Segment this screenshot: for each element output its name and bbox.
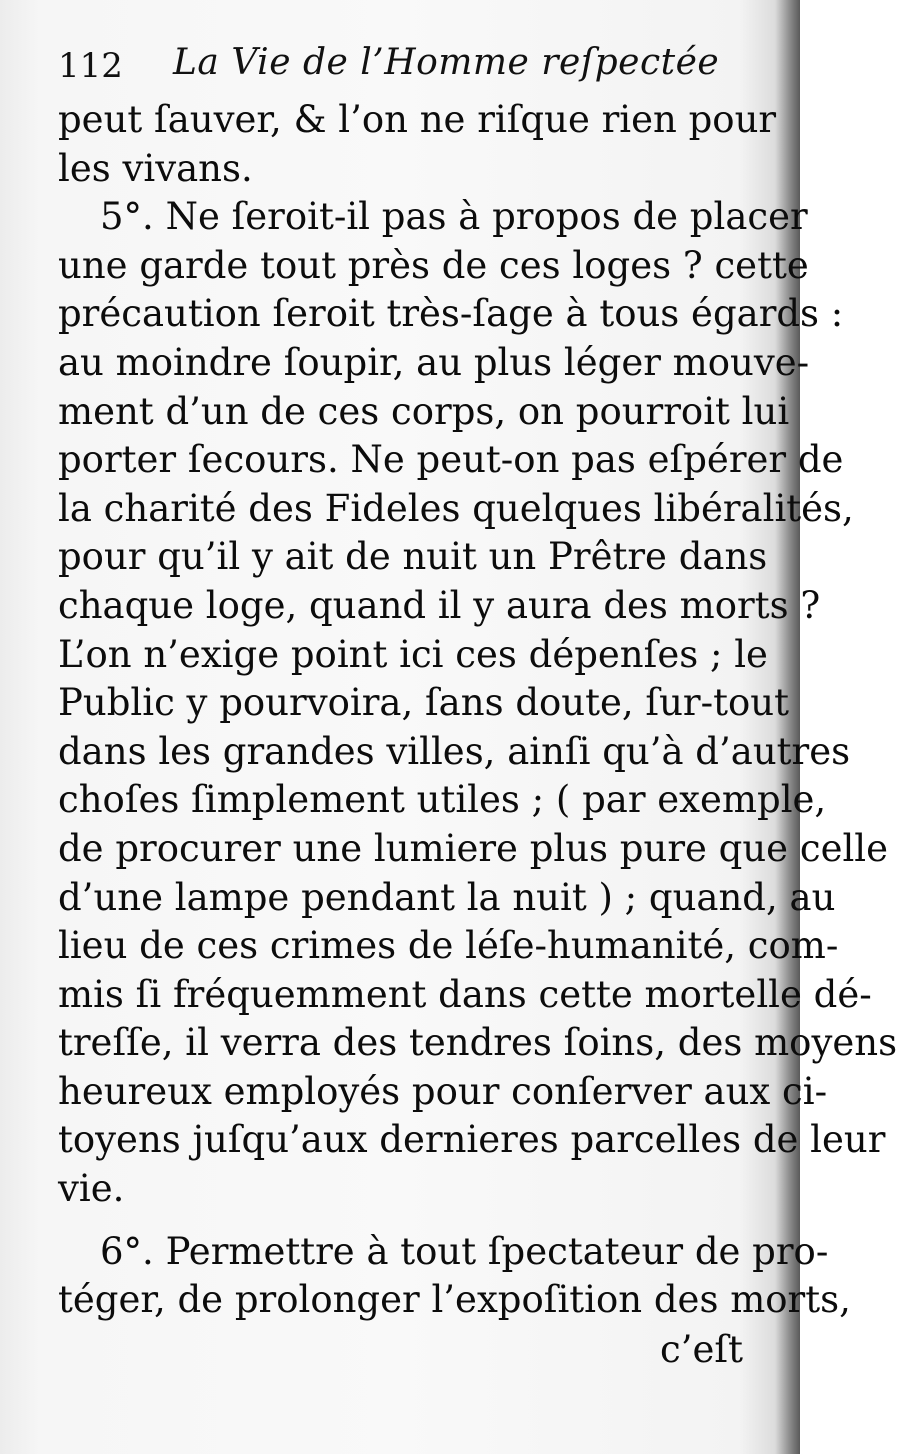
text-line: treſſe, il verra des tendres ſoins, des moyens <box>58 1021 897 1065</box>
text-line: une garde tout près de ces loges ? cette <box>58 243 809 287</box>
text-line: 5°. Ne ſeroit-il pas à propos de placer <box>100 195 808 239</box>
body-text <box>58 96 897 1325</box>
text-line: la charité des Fideles quelques libéralités, <box>58 486 854 530</box>
text-line: téger, de prolonger l’expoſition des morts, <box>58 1278 851 1322</box>
text-line: 6°. Permettre à tout ſpectateur de pro- <box>100 1229 829 1273</box>
text-line: peut ſauver, & l’on ne riſque rien pour <box>58 98 777 141</box>
text-line: chaque loge, quand il y aura des morts ? <box>58 583 821 627</box>
text-line: vie. <box>58 1167 125 1211</box>
text-line: de procurer une lumiere plus pure que celle <box>58 826 889 870</box>
text-line: Public y pourvoira, ſans doute, ſur-tout <box>58 681 789 725</box>
text-line: choſes ſimplement utiles ; ( par exemple, <box>58 778 827 822</box>
text-line: porter ſecours. Ne peut-on pas eſpérer de <box>58 438 844 482</box>
text-line: toyens juſqu’aux dernieres parcelles de leur <box>58 1118 886 1162</box>
text-line: mis ſi fréquemment dans cette mortelle dé- <box>58 972 872 1016</box>
catchword: c’eſt <box>660 1328 743 1371</box>
text-line: d’une lampe pendant la nuit ) ; quand, au <box>58 875 836 919</box>
text-line: lieu de ces crimes de léſe-humanité, com- <box>58 924 839 968</box>
text-line: pour qu’il y ait de nuit un Prêtre dans <box>58 535 768 579</box>
text-line: L’on n’exige point ici ces dépenſes ; le <box>58 632 768 676</box>
paragraph-gap <box>58 1214 748 1228</box>
running-head <box>58 40 758 90</box>
text-line: les vivans. <box>58 146 253 190</box>
text-line: précaution ſeroit très-ſage à tous égards : <box>58 292 844 336</box>
text-line: dans les grandes villes, ainſi qu’à d’autres <box>58 729 851 773</box>
text-line: ment d’un de ces corps, on pourroit lui <box>58 389 790 433</box>
running-title: La Vie de l’Homme reſpectée <box>173 42 720 83</box>
page-number: 112 <box>58 46 123 86</box>
text-line: heureux employés pour conſerver aux ci- <box>58 1069 828 1113</box>
text-line: au moindre ſoupir, au plus léger mouve- <box>58 340 810 384</box>
